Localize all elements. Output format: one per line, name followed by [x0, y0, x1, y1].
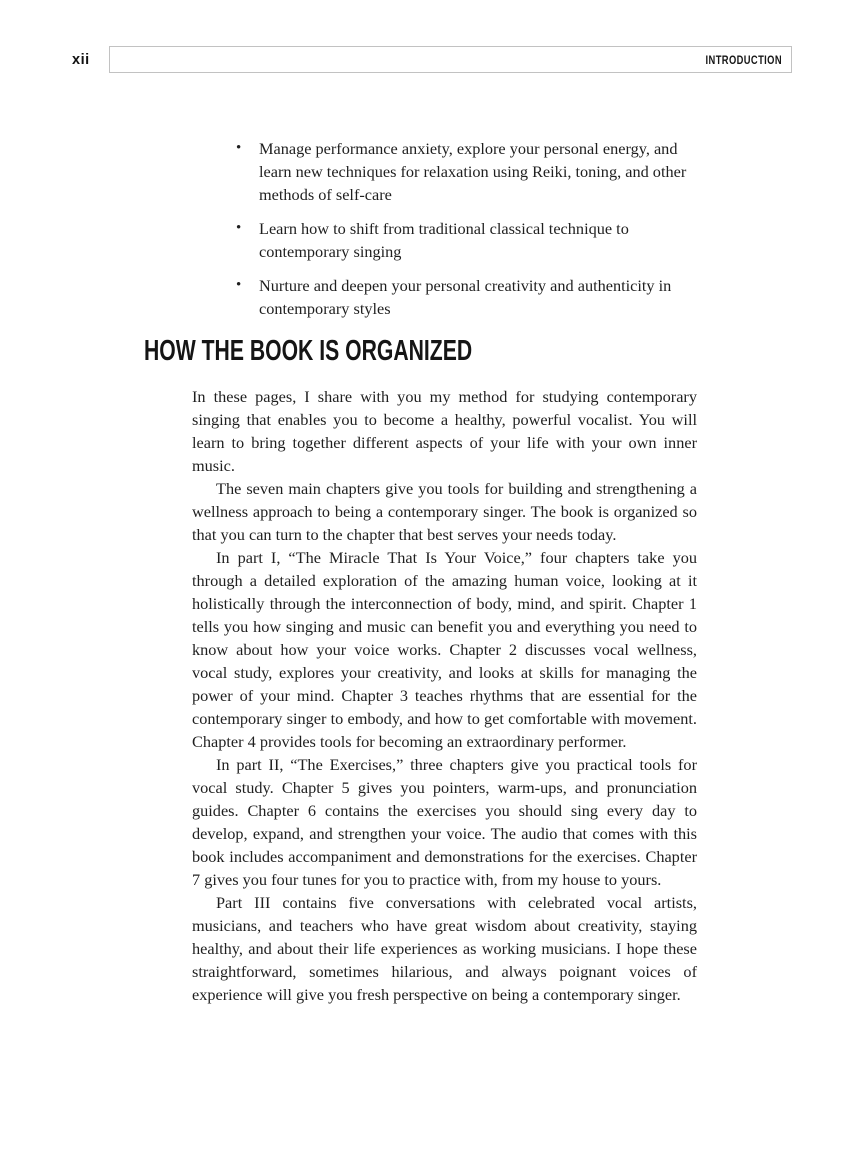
section-body: [192, 385, 697, 1006]
section-heading: HOW THE BOOK IS ORGANIZED: [144, 335, 473, 367]
running-header: [72, 46, 792, 73]
list-item: [236, 217, 697, 263]
paragraph: In part I, “The Miracle That Is Your Voice,” four chapters take you through a detailed exploration of the amazing human voice, looking at it holistically through the interconnection of body, mind, and spirit. Chapter 1 tells you how singing and music can benefit you and everything you need to know about how your voice works. Chapter 2 discusses vocal wellness, vocal study, explores your creativity, and looks at skills for managing the power of your mind. Chapter 3 teaches rhythms that are essential for the contemporary singer to embody, and how to get comfortable with movement. Chapter 4 provides tools for becoming an extraordinary performer.: [192, 548, 697, 751]
bullet-icon: •: [236, 220, 242, 236]
paragraph: Part III contains five conversations with celebrated vocal artists, musicians, and teachers who have great wisdom about creativity, staying healthy, and about their life experiences as working musicians. I hope these straightforward, sometimes hilarious, and always poignant voices of experience will give you fresh perspective on being a contemporary singer.: [192, 893, 697, 1004]
paragraph: The seven main chapters give you tools for building and strengthening a wellness approach to being a contemporary singer. The book is organized so that you can turn to the chapter that best serves your needs today.: [192, 479, 697, 544]
bullet-icon: •: [236, 140, 242, 156]
list-item-text: Nurture and deepen your personal creativity and authenticity in contemporary styles: [259, 276, 672, 318]
list-item-text: Learn how to shift from traditional classical technique to contemporary singing: [259, 219, 629, 261]
bullet-list: [192, 137, 697, 320]
header-rule-box: [109, 46, 792, 73]
page-number: xii: [72, 51, 90, 68]
list-item: [236, 137, 697, 206]
text-column: [144, 137, 697, 1006]
paragraph: In these pages, I share with you my method for studying contemporary singing that enables you to become a healthy, powerful vocalist. You will learn to bring together different aspects of your life with your own inner music.: [192, 387, 697, 475]
list-item: [236, 274, 697, 320]
paragraph: In part II, “The Exercises,” three chapters give you practical tools for vocal study. Chapter 5 gives you pointers, warm-ups, and pronunciation guides. Chapter 6 contains the exercises you should sing every day to develop, expand, and strengthen your voice. The audio that comes with this book includes accompaniment and demonstrations for the exercises. Chapter 7 gives you four tunes for you to practice with, from my house to yours.: [192, 755, 697, 889]
running-head-title: INTRODUCTION: [705, 52, 782, 67]
list-item-text: Manage performance anxiety, explore your personal energy, and learn new techniques for relaxation using Reiki, toning, and other methods of self-care: [259, 139, 687, 204]
bullet-icon: •: [236, 277, 242, 293]
